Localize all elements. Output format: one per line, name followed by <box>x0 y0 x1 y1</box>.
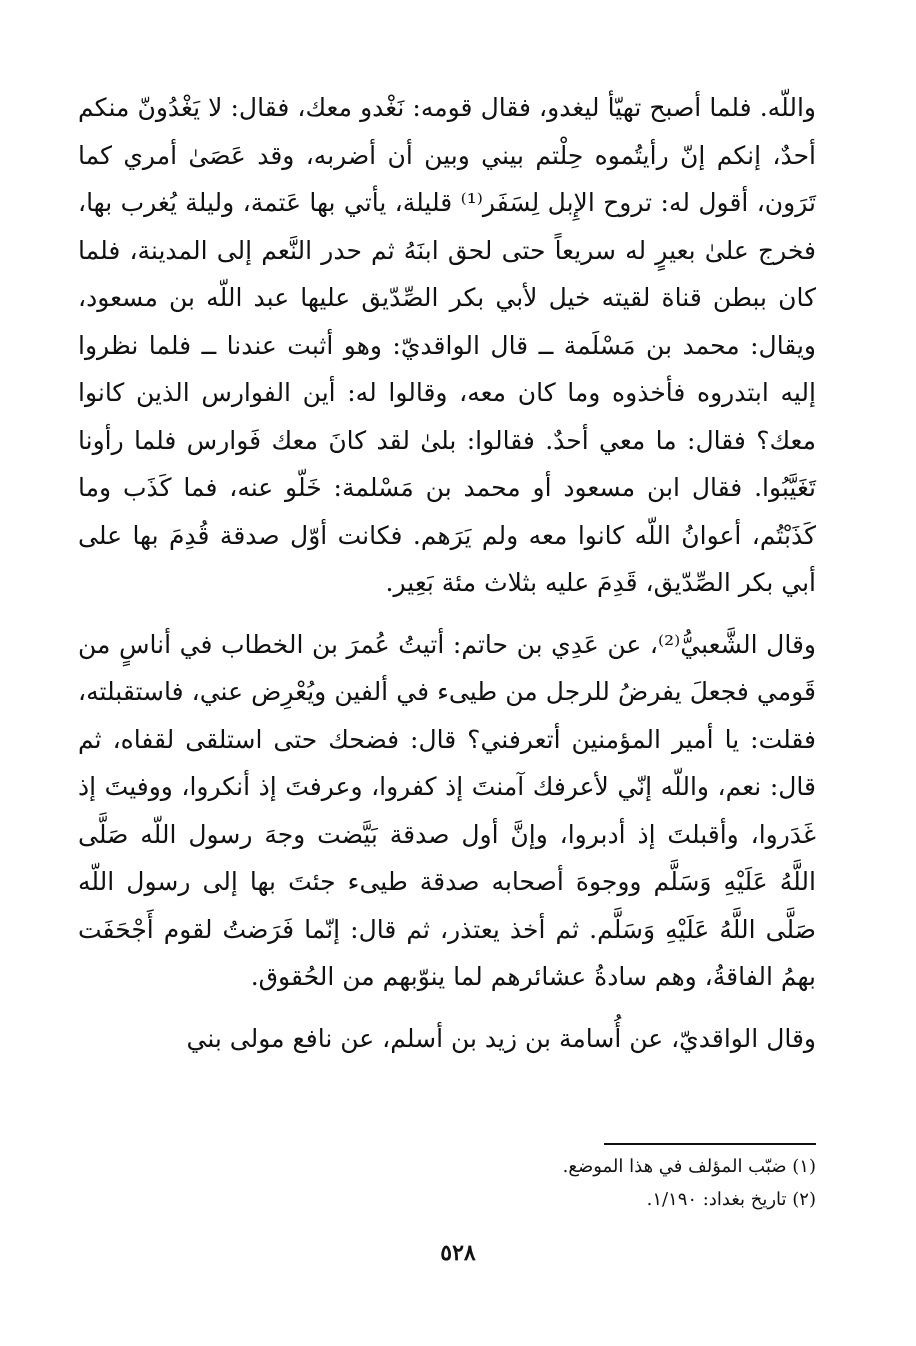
footnote-separator <box>604 1143 816 1145</box>
footnote-2: (٢) تاريخ بغداد: ١/١٩٠. <box>646 1189 816 1210</box>
footnote-1: (١) ضبّب المؤلف في هذا الموضع. <box>562 1156 816 1177</box>
paragraph-1: واللّه. فلما أصبح تهيّأ ليغدو، فقال قومه: نَغْدو معك، فقال: لا يَغْدُونّ منكم أحدٌ، إنكم إنّ رأيتُموه حِلْتم بيني وبين أن أضربه، وقد عَصَىٰ أمري كما تَرَون، أقول له: تروح الإِبل لِسَفَر⁽¹⁾ قليلة، يأتي بها عَتمة، وليلة يُغرب بها، فخرج علىٰ بعيرٍ له سريعاً حتى لحق ابنَهُ ثم حدر النَّعم إلى المدينة، فلما كان ببطن قناة لقيته خيل لأبي بكر الصِّدّيق عليها عبد اللّه بن مسعود، ويقال: محمد بن مَسْلَمة ــ قال الواقديّ: وهو أثبت عندنا ــ فلما نظروا إليه ابتدروه فأخذوه وما كان معه، وقالوا له: أين الفوارس الذين كانوا معك؟ فقال: ما معي أحدٌ. فقالوا: بلىٰ لقد كانَ معك فَوارس فلما رأونا تَغَيَّبُوا. فقال ابن مسعود أو محمد بن مَسْلمة: خَلّو عنه، فما كَذَب وما كَذَبْتُم، أعوانُ اللّه كانوا معه ولم يَرَهم. فكانت أوّل صدقة قُدِمَ بها على أبي بكر الصِّدّيق، قَدِمَ عليه بثلاث مئة بَعِير. <box>78 93 816 597</box>
footnotes <box>216 1150 816 1216</box>
paragraph-2: وقال الشَّعبيُّ⁽²⁾، عن عَدِي بن حاتم: أتيتُ عُمرَ بن الخطاب في أناسٍ من قَومي فجعلَ يفرضُ للرجل من طيىء في ألفين ويُعْرِض عني، فاستقبلته، فقلت: يا أمير المؤمنين أتعرفني؟ قال: فضحك حتى استلقى لقفاه، ثم قال: نعم، واللّه إنّي لأعرفك آمنتَ إذ كفروا، وعرفتَ إذ أنكروا، ووفيتَ إذ غَدَروا، وأقبلتَ إذ أدبروا، وإنَّ أول صدقة بَيَّضت وجهَ رسول اللّه صَلَّى اللَّهُ عَلَيْهِ وَسَلَّم ووجوهَ أصحابه صدقة طيىء جئتَ بها إلى رسول اللّه صَلَّى اللَّهُ عَلَيْهِ وَسَلَّم. ثم أخذ يعتذر، ثم قال: إنّما فَرَضتُ لقوم أَجْحَفَت بهمُ الفاقةُ، وهم سادةُ عشائرهم لما ينوّبهم من الحُقوق. <box>78 629 816 991</box>
paragraph-3: وقال الواقديّ، عن أُسامة بن زيد بن أسلم، عن نافع مولى بني <box>186 1023 816 1053</box>
page-number: ٥٢٨ <box>440 1240 476 1266</box>
main-text <box>78 84 816 1062</box>
